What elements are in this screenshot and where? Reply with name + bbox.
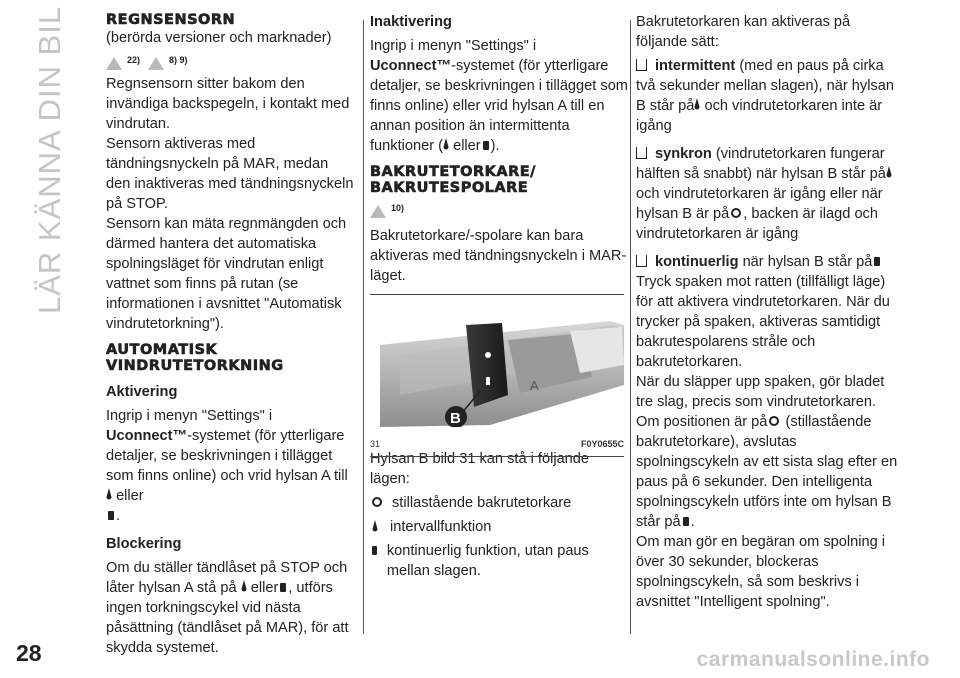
stop-ring-icon xyxy=(485,352,491,358)
legend-item-continuous: kontinuerlig funktion, utan paus mellan slagen. xyxy=(370,541,628,581)
figure-code: F0Y0655C xyxy=(580,439,624,449)
paragraph: Regnsensorn sitter bakom den invändiga backspegeln, i kontakt med vindrutan. xyxy=(106,76,350,132)
page-number: 28 xyxy=(16,640,42,666)
stop-ring-icon xyxy=(769,416,779,426)
legend-item-interval: intervallfunktion xyxy=(370,517,628,537)
watermark: carmanualsonline.info xyxy=(696,648,930,671)
section-heading: BAKRUTETORKARE/ BAKRUTESPOLARE xyxy=(370,164,536,196)
paragraph: Bakrutetorkare/-spolare kan bara aktiveras med tändningsnyckeln i MAR-läget. xyxy=(370,228,627,284)
continuous-icon xyxy=(874,257,880,266)
stop-ring-icon xyxy=(372,497,382,507)
warning-ref: 8) 9) xyxy=(169,55,188,65)
paragraph: Bakrutetorkaren kan aktiveras på följande sätt: xyxy=(636,14,851,50)
wiper-stalk-illustration xyxy=(370,295,624,427)
column-2 xyxy=(370,12,628,581)
label-a: A xyxy=(530,378,539,393)
column-3 xyxy=(636,12,898,612)
subheading-deactivation: Inaktivering xyxy=(370,14,452,30)
column-divider xyxy=(363,20,364,634)
bullet-box-icon xyxy=(636,59,647,71)
subheading-blocking: Blockering xyxy=(106,536,182,552)
list-item: kontinuerlig när hylsan B står på xyxy=(636,252,898,272)
continuous-icon xyxy=(683,517,689,526)
paragraph: Ingrip i menyn "Settings" i Uconnect™-systemet (för ytterligare detaljer, se beskrivningen i tillägget som finns online) eller vrid hylsan A till en annan position än intermittenta funktioner ( eller ). xyxy=(370,38,628,154)
figure-caption xyxy=(370,433,624,457)
intermittent-drop-icon xyxy=(241,580,247,592)
paragraph: Hylsan B bild 31 kan stå i följande lägen: xyxy=(370,451,590,487)
column-1 xyxy=(106,12,356,658)
continuous-icon xyxy=(280,583,286,592)
section-heading: REGNSENSORN xyxy=(106,12,236,28)
warning-triangle-icon xyxy=(106,57,122,70)
section-heading: AUTOMATISK VINDRUTETORKNING xyxy=(106,342,284,374)
paragraph: Om man gör en begäran om spolning i över 30 sekunder, blockeras spolningscykeln, så som beskrivs i avsnittet "Intelligent spolning". xyxy=(636,534,886,610)
paragraph: Tryck spaken mot ratten (tillfälligt läge) för att aktivera vindrutetorkaren. När du trycker på spaken, aktiveras samtidigt bakrutespolarens stråle och bakrutetorkaren. xyxy=(636,274,890,370)
continuous-icon xyxy=(486,377,490,385)
stop-ring-icon xyxy=(731,208,741,218)
figure-number: 31 xyxy=(370,439,381,449)
warning-triangle-icon xyxy=(148,57,164,70)
intermittent-drop-icon xyxy=(886,166,892,178)
intermittent-drop-icon xyxy=(443,138,449,150)
intermittent-drop-icon xyxy=(372,520,378,532)
subheading-activation: Aktivering xyxy=(106,384,178,400)
warning-ref: 22) xyxy=(127,55,141,65)
paragraph: När du släpper upp spaken, gör bladet tre slag, precis som vindrutetorkaren. Om positionen är på (stillastående bakrutetorkare), avslutas spolningscykeln av ett sista slag efter en paus på 6 sekunder. Den intelligenta spolningscykeln utförs inte om hylsan B står på . xyxy=(636,374,898,530)
side-section-title: LÄR KÄNNA DIN BIL xyxy=(32,5,67,314)
column-divider xyxy=(630,20,631,634)
bullet-box-icon xyxy=(636,147,647,159)
list-item: intermittent (med en paus på cirka två sekunder mellan slagen), när hylsan B står på och vindrutetorkaren inte är igång xyxy=(636,58,894,134)
continuous-icon xyxy=(483,141,489,150)
paragraph: Om du ställer tändlåset på STOP och låter hylsan A stå på eller , utförs ingen torkningscykel vid nästa påsättning (tändlåset på MAR), för att skydda systemet. xyxy=(106,560,349,656)
continuous-icon xyxy=(108,511,114,520)
list-item: synkron (vindrutetorkaren fungerar hälften så snabbt) när hylsan B står på och vindrutetorkaren är igång eller när hylsan B är på , backen är ilagd och vindrutetorkaren är igång xyxy=(636,144,898,244)
warning-references xyxy=(370,198,628,218)
warning-ref: 10) xyxy=(391,203,405,213)
warning-references xyxy=(106,50,356,70)
warning-triangle-icon xyxy=(370,205,386,218)
paragraph: Sensorn kan mäta regnmängden och därmed hantera det automatiska spolningsläget för vindrutan enligt vattnet som finns på rutan (se informationen i avsnittet "Automatisk vindrutetorkning"). xyxy=(106,216,347,332)
figure-31 xyxy=(370,294,624,449)
bullet-box-icon xyxy=(636,255,647,267)
subtitle: (berörda versioner och marknader) xyxy=(106,30,332,46)
paragraph: Ingrip i menyn "Settings" i Uconnect™-systemet (för ytterligare detaljer, se beskrivningen i tillägget som finns online) och vrid hylsan A till eller . xyxy=(106,408,348,524)
legend-item-stop: stillastående bakrutetorkare xyxy=(370,493,628,513)
intermittent-drop-icon xyxy=(106,488,112,500)
paragraph: Sensorn aktiveras med tändningsnyckeln på MAR, medan den inaktiveras med tändningsnyckeln på STOP. xyxy=(106,136,354,212)
label-b: B xyxy=(450,410,461,427)
continuous-icon xyxy=(372,546,377,555)
